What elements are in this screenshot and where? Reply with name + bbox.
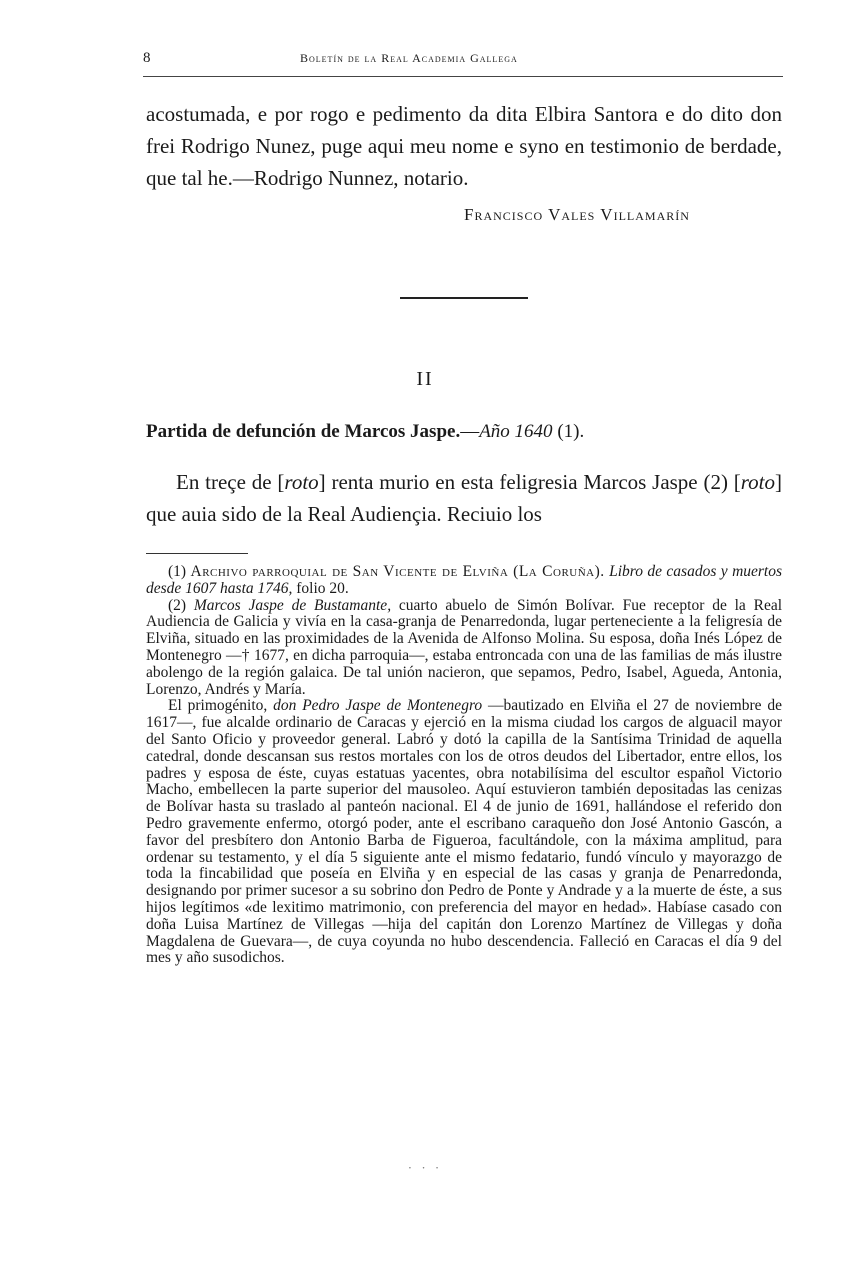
entry-roto-1: roto [284, 470, 319, 494]
entry-paragraph [146, 466, 782, 530]
header-rule [143, 76, 783, 77]
footnote-3-text: —bautizado en Elviña el 27 de noviembre de 1617—, fue alcalde ordinario de Caracas y ejerció en la misma ciudad los cargos de alguacil mayor del Santo Oficio y proveedor general. Labró y dotó la capilla de la Santísima Trinidad de aquella catedral, donde descansan sus restos mortales con los de otros deudos del Libertador, entre ellos, los padres y esposa de éste, cuyas estatuas yacentes, obra notabilísima del escultor español Victorio Macho, embellecen la parte superior del mausoleo. Aquí estuvieron también depositadas las cenizas de Bolívar hasta su traslado al panteón nacional. El 4 de junio de 1691, hallándose el referido don Pedro gravemente enfermo, otorgó poder, ante el escribano caraqueño don José Antonio Gascón, a favor del presbítero don Antonio Barba de Figueroa, facultándole, con la máxima amplitud, para ordenar su testamento, y el día 5 siguiente ante el mismo fedatario, fundó vínculo y mayorazgo de toda la fincabilidad que poseía en Elviña y en especial de las casas y granja de Penarredonda, designando por primer sucesor a su sobrino don Pedro de Ponte y Andrade y a la muerte de éste, a sus hijos legítimos «de lexitimo matrimonio, con preferencia del mayor en hedad». Habíase casado con doña Luisa Martínez de Villegas —hija del capitán don Lorenzo Martínez de Villegas y doña Magdalena de Guevara—, de cuya coyunda no hubo descendencia. Falleció en Caracas el día 9 del mes y año susodichos. [146, 697, 782, 967]
footnote-2-text: cuarto abuelo de Simón Bolívar. Fue receptor de la Real Audiencia de Galicia y vivía en la casa-granja de Penarredonda, lugar perteneciente a la feligresía de Elviña, situado en las proximidades de la Avenida de Alfonso Molina. Su esposa, doña Inés López de Montenegro —† 1677, en dicha parroquia—, estaba entroncada con una de las familias de más ilustre abolengo de la región galaica. De tal unión nacieron, que sepamos, Pedro, Isabel, Agueda, Antonia, Lorenzo, Andrés y María. [146, 596, 783, 698]
footnote-2 [146, 598, 782, 699]
section-divider [400, 297, 528, 299]
page-header [143, 50, 783, 72]
footnote-2-marker: (2) [168, 596, 194, 614]
entry-text-2: ] renta murio en esta feligresia Marcos Jaspe (2) [ [318, 470, 741, 494]
heading-dash: — [460, 421, 480, 442]
page-foot-mark: · · · [407, 1160, 443, 1175]
section-numeral: II [416, 368, 434, 390]
closing-paragraph: acostumada, e por rogo e pedimento da dita Elbira Santora e do dito don frei Rodrigo Nunez, puge aqui meu nome e syno en testimonio de berdade, que tal he.—Rodrigo Nunnez, notario. [146, 102, 782, 190]
footnote-1 [146, 564, 782, 598]
heading-year: Año 1640 [479, 421, 553, 442]
entry-roto-2: roto [740, 470, 775, 494]
heading-footnote-ref: (1). [552, 421, 585, 442]
footnote-2-name: Marcos Jaspe de Bustamante, [193, 596, 392, 614]
footnote-1-folio: folio 20. [292, 579, 349, 597]
signature: Francisco Vales Villamarín [464, 205, 690, 224]
footnote-3-intro: El primogénito, [168, 697, 274, 715]
footnote-3-name: don Pedro Jaspe de Montenegro [273, 697, 483, 715]
heading-title: Partida de defunción de Marcos Jaspe. [146, 421, 461, 442]
running-head: Boletín de la Real Academia Gallega [300, 51, 518, 65]
entry-text-1: En treçe de [ [176, 470, 285, 494]
footnote-1-marker: (1) [168, 563, 191, 580]
footnotes [146, 564, 782, 967]
footnote-3 [146, 698, 782, 967]
section-heading [146, 421, 786, 443]
footnote-1-book: Libro de casados y muertos desde 1607 hasta 1746, [146, 563, 783, 597]
footnote-1-source: Archivo parroquial de San Vicente de Elviña (La Coruña). [190, 563, 605, 580]
footnote-rule [146, 553, 248, 554]
entry-text-3: ] que auia sido de la Real Audiençia. Reciuio los [146, 470, 782, 526]
page-number: 8 [143, 50, 151, 66]
